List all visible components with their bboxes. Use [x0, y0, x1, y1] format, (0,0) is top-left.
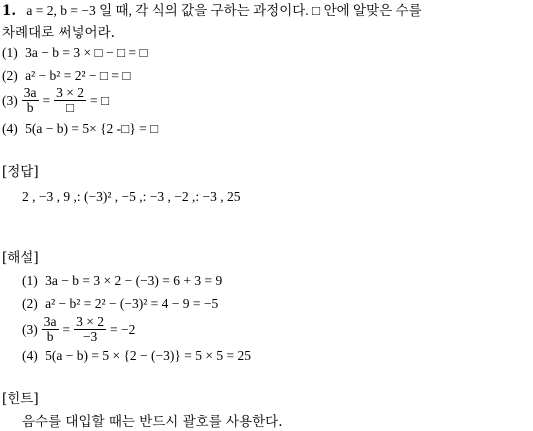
fraction-numerator: 3 × 2	[56, 85, 84, 100]
explanation-item-2	[22, 296, 218, 312]
problem-item-1	[2, 45, 148, 61]
fraction	[54, 86, 86, 115]
explanation-item-label: (4)	[22, 348, 38, 363]
fraction	[74, 315, 106, 344]
equals-sign: =	[62, 321, 71, 337]
problem-statement-line-2	[2, 25, 115, 41]
problem-item-2	[2, 68, 131, 84]
problem-item-expr: a² − b² = 2² − □ = □	[25, 68, 131, 83]
explanation-item-label: (3)	[22, 321, 38, 337]
answer-heading: [정답]	[2, 164, 39, 180]
problem-item-label: (4)	[2, 121, 18, 136]
problem-statement-line-1	[2, 3, 422, 19]
explanation-item-3	[22, 315, 135, 344]
fraction-numerator: 3 × 2	[76, 314, 104, 329]
problem-item-label: (3)	[2, 92, 18, 108]
fraction	[42, 315, 59, 344]
explanation-item-expr: a² − b² = 2² − (−3)² = 4 − 9 = −5	[45, 296, 219, 311]
problem-item-label: (2)	[2, 68, 18, 83]
fraction-denominator: b	[46, 329, 54, 344]
fraction-denominator: −3	[82, 329, 98, 344]
explanation-item-1	[22, 273, 222, 289]
explanation-item-4	[22, 348, 251, 364]
explanation-item-expr: 3a − b = 3 × 2 − (−3) = 6 + 3 = 9	[45, 273, 223, 288]
hint-text: 음수를 대입할 때는 반드시 괄호를 사용한다.	[22, 414, 283, 430]
fraction-numerator: 3a	[23, 85, 37, 100]
explanation-item-label: (2)	[22, 296, 38, 311]
answer-text: 2 , −3 , 9 ,: (−3)² , −5 ,: −3 , −2 ,: −3 , 25	[22, 189, 241, 204]
problem-item-rest: = □	[90, 92, 110, 108]
fraction-denominator: □	[65, 100, 75, 115]
explanation-heading: [해설]	[2, 250, 39, 266]
problem-item-expr: 5(a − b) = 5× {2 -□} = □	[25, 121, 159, 136]
fraction-numerator: 3a	[43, 314, 57, 329]
problem-item-label: (1)	[2, 45, 18, 60]
equals-sign: =	[42, 92, 51, 108]
fraction	[22, 86, 39, 115]
explanation-item-rest: = −2	[110, 321, 136, 337]
problem-item-expr: 3a − b = 3 × □ − □ = □	[25, 45, 148, 60]
problem-item-4	[2, 121, 158, 137]
problem-item-3	[2, 86, 109, 115]
explanation-item-label: (1)	[22, 273, 38, 288]
problem-statement-text-2: 차례대로 써넣어라.	[2, 25, 115, 41]
problem-statement-text: a = 2, b = −3 일 때, 각 식의 값을 구하는 과정이다. □ 안에 알맞은 수를	[26, 3, 422, 18]
problem-number: 1.	[2, 3, 17, 19]
fraction-denominator: b	[26, 100, 34, 115]
explanation-item-expr: 5(a − b) = 5 × {2 − (−3)} = 5 × 5 = 25	[45, 348, 251, 363]
hint-heading: [힌트]	[2, 391, 39, 407]
